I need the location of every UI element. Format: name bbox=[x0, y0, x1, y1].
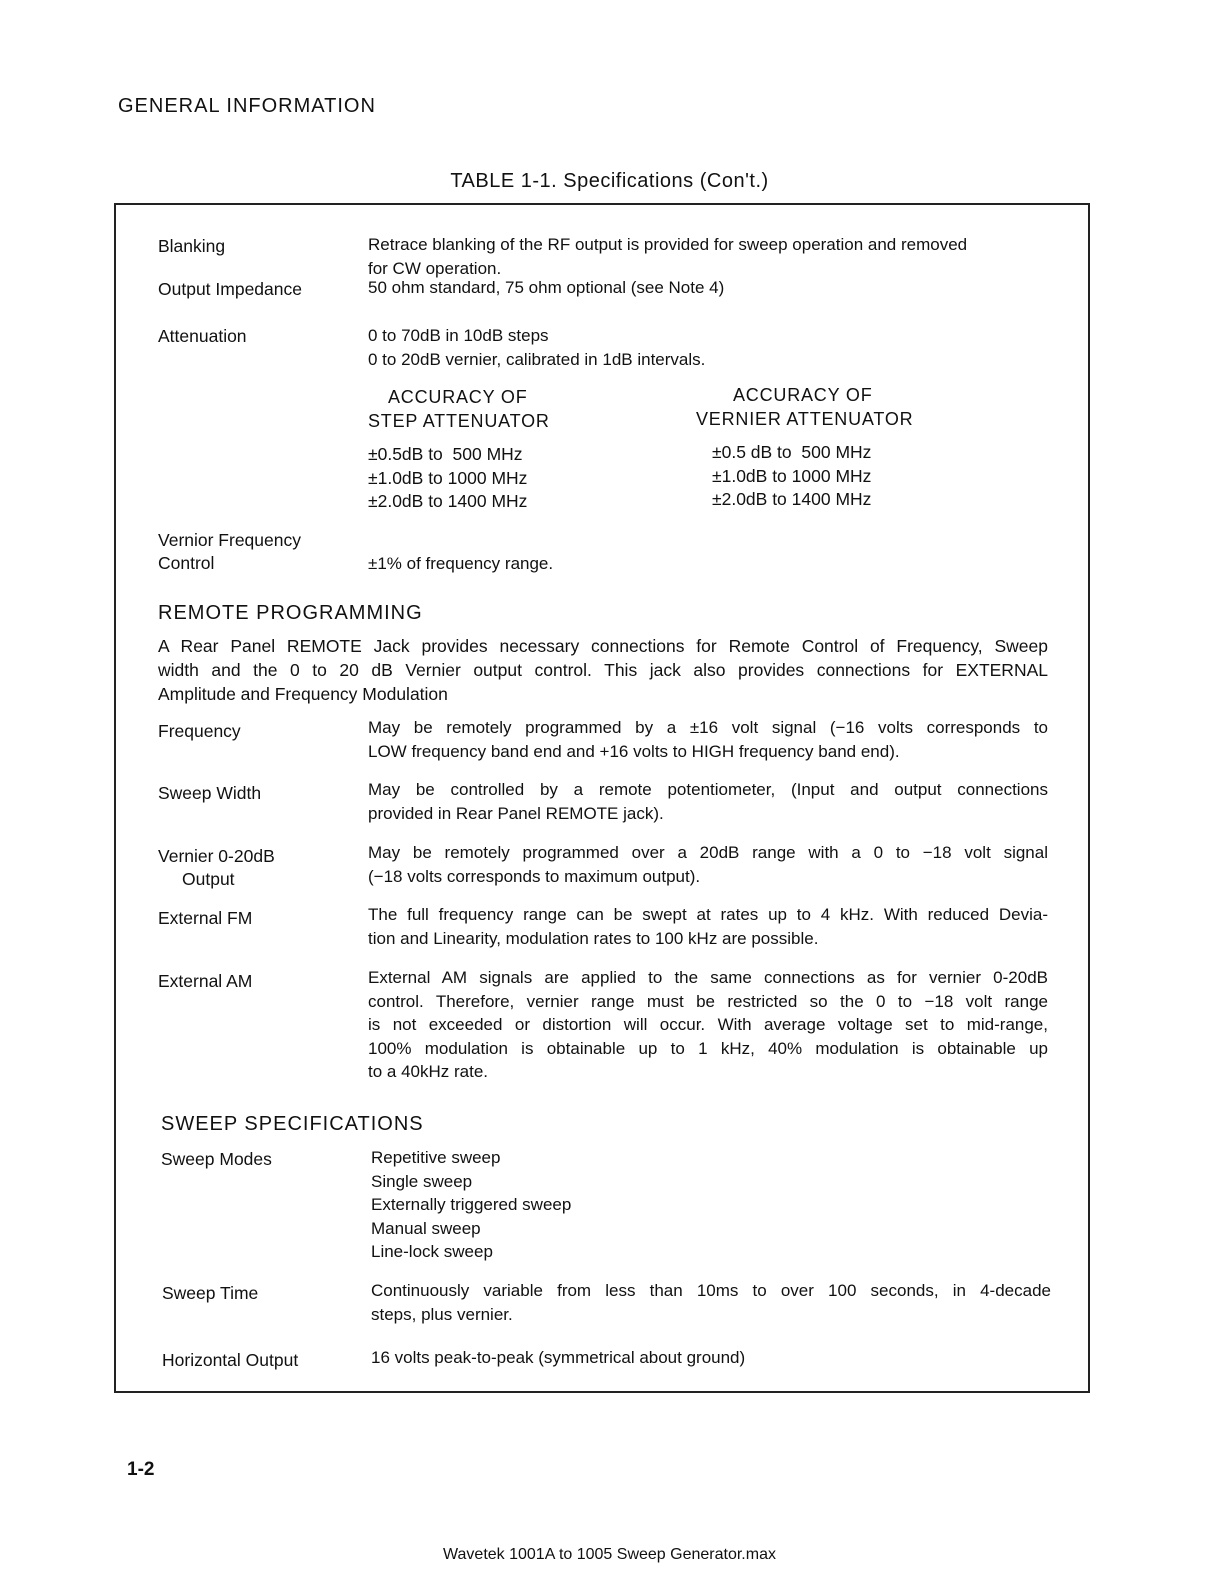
blanking-line: for CW operation. bbox=[368, 258, 502, 278]
vernier-accuracy-heading: VERNIER ATTENUATOR bbox=[696, 408, 914, 429]
remote-intro-line: Amplitude and Frequency Modulation bbox=[158, 684, 448, 704]
horizontal-output-value: 16 volts peak-to-peak (symmetrical about ground) bbox=[371, 1348, 746, 1367]
external-fm-line: The full frequency range can be swept at rates up to 4 kHz. With reduced Devia- bbox=[368, 905, 1048, 924]
remote-programming-heading: REMOTE PROGRAMMING bbox=[158, 602, 423, 624]
external-am-value bbox=[368, 966, 1048, 1084]
attenuation-label: Attenuation bbox=[158, 326, 247, 346]
blanking-line: Retrace blanking of the RF output is provided for sweep operation and removed bbox=[368, 235, 968, 254]
step-attenuator-accuracy bbox=[368, 386, 550, 514]
external-am-line: 100% modulation is obtainable up to 1 kHz, 40% modulation is obtainable up bbox=[368, 1038, 1048, 1058]
external-fm-label: External FM bbox=[158, 908, 253, 928]
blanking-value bbox=[368, 233, 1048, 280]
section-header: GENERAL INFORMATION bbox=[118, 95, 376, 117]
vernier-frequency-label bbox=[158, 529, 301, 575]
sweep-width-line: May be controlled by a remote potentiometer, (Input and output connections bbox=[368, 780, 1048, 799]
vernier-accuracy-row: ±1.0dB to 1000 MHz bbox=[712, 465, 872, 486]
attenuation-line: 0 to 70dB in 10dB steps bbox=[368, 326, 549, 345]
vernier-frequency-label-line: Control bbox=[158, 553, 215, 573]
vernier-output-value bbox=[368, 841, 1048, 888]
external-am-label: External AM bbox=[158, 971, 253, 991]
attenuation-value bbox=[368, 324, 1048, 371]
horizontal-output-label: Horizontal Output bbox=[162, 1350, 299, 1370]
step-accuracy-heading: STEP ATTENUATOR bbox=[368, 410, 550, 431]
frequency-line: LOW frequency band end and +16 volts to HIGH frequency band end). bbox=[368, 741, 900, 761]
external-am-line: control. Therefore, vernier range must be restricted so the 0 to −18 volt range bbox=[368, 991, 1048, 1011]
vernier-output-label bbox=[158, 845, 275, 891]
vernier-frequency-label-line: Vernior Frequency bbox=[158, 530, 301, 550]
external-fm-line: tion and Linearity, modulation rates to 100 kHz are possible. bbox=[368, 928, 819, 948]
output-impedance-value: 50 ohm standard, 75 ohm optional (see Note 4) bbox=[368, 278, 725, 297]
sweep-mode-item: Externally triggered sweep bbox=[371, 1195, 572, 1214]
document-footer: Wavetek 1001A to 1005 Sweep Generator.max bbox=[443, 1546, 776, 1563]
remote-intro-line: A Rear Panel REMOTE Jack provides necessary connections for Remote Control of Frequency, Sweep bbox=[158, 636, 1048, 656]
vernier-accuracy-row: ±2.0dB to 1400 MHz bbox=[712, 489, 872, 509]
sweep-width-line: provided in Rear Panel REMOTE jack). bbox=[368, 803, 664, 823]
vernier-frequency-value: ±1% of frequency range. bbox=[368, 554, 554, 573]
blanking-label: Blanking bbox=[158, 236, 226, 256]
sweep-time-value bbox=[371, 1279, 1051, 1326]
attenuation-line: 0 to 20dB vernier, calibrated in 1dB intervals. bbox=[368, 349, 706, 369]
step-accuracy-row: ±1.0dB to 1000 MHz bbox=[368, 467, 528, 488]
sweep-time-label: Sweep Time bbox=[162, 1283, 259, 1303]
output-impedance-label: Output Impedance bbox=[158, 279, 302, 299]
sweep-mode-item: Line-lock sweep bbox=[371, 1242, 493, 1261]
external-am-line: to a 40kHz rate. bbox=[368, 1062, 489, 1081]
frequency-label: Frequency bbox=[158, 721, 241, 741]
vernier-attenuator-accuracy bbox=[696, 384, 913, 512]
table-title: TABLE 1-1. Specifications (Con't.) bbox=[450, 170, 769, 192]
sweep-modes-list bbox=[371, 1146, 1051, 1264]
frequency-value bbox=[368, 716, 1048, 763]
vernier-output-line: (−18 volts corresponds to maximum output). bbox=[368, 866, 701, 886]
vernier-accuracy-heading: ACCURACY OF bbox=[733, 385, 873, 405]
sweep-mode-item: Single sweep bbox=[371, 1171, 473, 1191]
step-accuracy-heading: ACCURACY OF bbox=[388, 387, 528, 407]
page-number: 1-2 bbox=[127, 1459, 155, 1480]
remote-programming-intro bbox=[158, 634, 1048, 706]
vernier-output-label-line: Vernier 0-20dB bbox=[158, 846, 275, 866]
step-accuracy-row: ±2.0dB to 1400 MHz bbox=[368, 491, 528, 511]
sweep-time-line: steps, plus vernier. bbox=[371, 1304, 513, 1324]
vernier-accuracy-row: ±0.5 dB to 500 MHz bbox=[712, 442, 872, 462]
frequency-line: May be remotely programmed by a ±16 volt signal (−16 volts corresponds to bbox=[368, 718, 1048, 737]
external-fm-value bbox=[368, 903, 1048, 950]
external-am-line: is not exceeded or distortion will occur. With average voltage set to mid-range, bbox=[368, 1015, 1048, 1034]
sweep-modes-label: Sweep Modes bbox=[161, 1149, 272, 1169]
vernier-output-label-line: Output bbox=[182, 869, 235, 889]
remote-intro-line: width and the 0 to 20 dB Vernier output control. This jack also provides connections for EXTERNAL bbox=[158, 660, 1048, 680]
sweep-time-line: Continuously variable from less than 10ms to over 100 seconds, in 4-decade bbox=[371, 1281, 1051, 1300]
vernier-output-line: May be remotely programmed over a 20dB range with a 0 to −18 volt signal bbox=[368, 843, 1048, 862]
sweep-mode-item: Manual sweep bbox=[371, 1218, 481, 1238]
sweep-specifications-heading: SWEEP SPECIFICATIONS bbox=[161, 1113, 424, 1135]
sweep-mode-item: Repetitive sweep bbox=[371, 1148, 501, 1167]
step-accuracy-row: ±0.5dB to 500 MHz bbox=[368, 444, 523, 464]
sweep-width-value bbox=[368, 778, 1048, 825]
external-am-line: External AM signals are applied to the same connections as for vernier 0-20dB bbox=[368, 968, 1048, 987]
sweep-width-label: Sweep Width bbox=[158, 783, 262, 803]
